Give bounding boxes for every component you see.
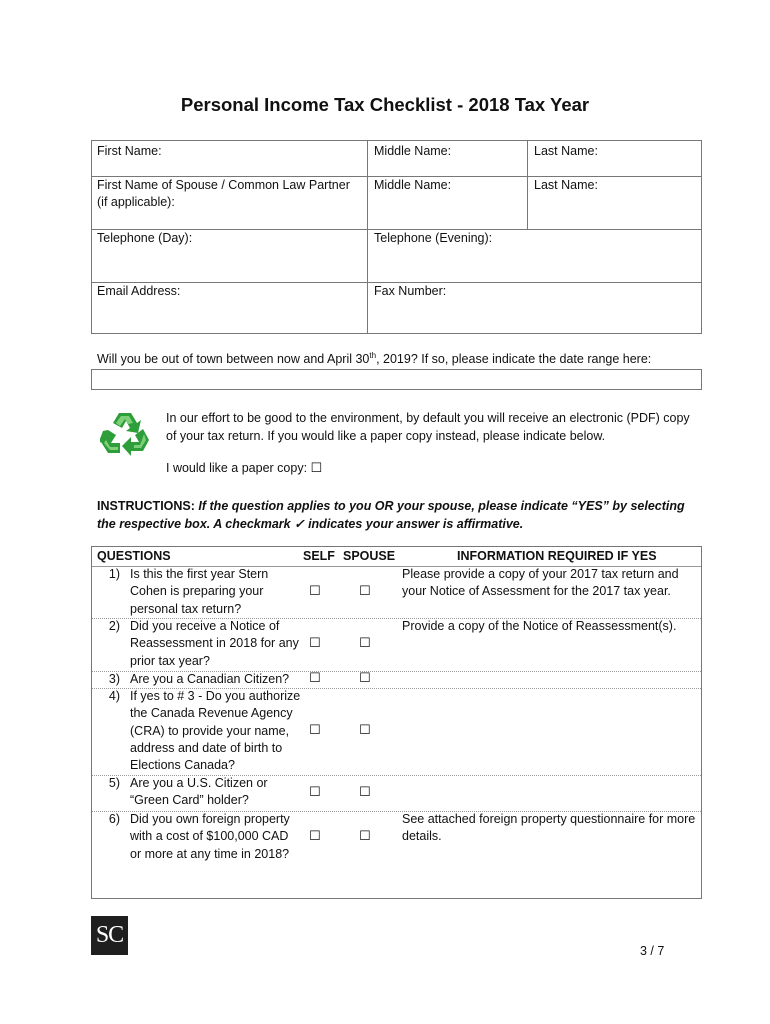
divider: [367, 141, 368, 333]
self-checkbox-4[interactable]: ☐: [309, 723, 321, 738]
question-number: 1): [108, 567, 120, 581]
out-of-town-text: Will you be out of town between now and April 30: [97, 352, 370, 367]
date-range-input[interactable]: [91, 369, 702, 390]
question-text: Are you a U.S. Citizen or “Green Card” holder?: [130, 776, 268, 808]
last-name-field[interactable]: Last Name:: [534, 144, 598, 158]
spouse-checkbox-5[interactable]: ☐: [359, 785, 371, 800]
spouse-checkbox-2[interactable]: ☐: [359, 636, 371, 651]
paper-copy-label: I would like a paper copy:: [166, 461, 308, 475]
question-text: Did you receive a Notice of Reassessment in 2018 for any prior tax year?: [130, 619, 299, 668]
spouse-checkbox-1[interactable]: ☐: [359, 584, 371, 599]
page-title: Personal Income Tax Checklist - 2018 Tax Year: [180, 94, 590, 115]
info-required-2: Provide a copy of the Notice of Reassessment(s).: [402, 619, 677, 633]
checkmark-icon: ✓: [294, 517, 305, 531]
info-required-1: Please provide a copy of your 2017 tax return and your Notice of Assessment for the 2017 tax year.: [402, 567, 679, 599]
question-number: 3): [108, 672, 120, 686]
question-text: If yes to # 3 - Do you authorize the Canada Revenue Agency (CRA) to provide your name, address and date of birth to Elections Canada?: [130, 689, 301, 773]
email-field[interactable]: Email Address:: [97, 284, 181, 298]
questions-table: [91, 546, 702, 899]
self-checkbox-6[interactable]: ☐: [309, 829, 321, 844]
spouse-checkbox-6[interactable]: ☐: [359, 829, 371, 844]
question-text: Is this the first year Stern Cohen is preparing your personal tax return?: [130, 567, 269, 616]
instructions-text-end: indicates your answer is affirmative.: [308, 517, 524, 531]
recycle-icon: [100, 410, 150, 456]
question-text: Are you a Canadian Citizen?: [130, 672, 290, 686]
self-checkbox-5[interactable]: ☐: [309, 785, 321, 800]
self-checkbox-3[interactable]: ☐: [309, 671, 321, 686]
spouse-checkbox-3[interactable]: ☐: [359, 671, 371, 686]
out-of-town-text-end: , 2019? If so, please indicate the date range here:: [376, 352, 652, 367]
info-required-6: See attached foreign property questionnaire for more details.: [402, 812, 696, 844]
info-header: INFORMATION REQUIRED IF YES: [457, 549, 657, 563]
spouse-header: SPOUSE: [343, 549, 396, 563]
self-checkbox-2[interactable]: ☐: [309, 636, 321, 651]
paper-copy-option: [166, 461, 322, 476]
environment-notice: In our effort to be good to the environment, by default you will receive an electronic (PDF) copy of your tax return. If you would like a paper copy instead, please indicate below.: [166, 411, 690, 443]
out-of-town-sup: th: [369, 351, 377, 360]
middle-name-field[interactable]: Middle Name:: [374, 144, 452, 158]
divider: [527, 141, 528, 230]
instructions-label: INSTRUCTIONS:: [97, 499, 195, 513]
question-number: 6): [108, 812, 120, 826]
self-header: SELF: [303, 549, 335, 563]
question-number: 2): [108, 619, 120, 633]
question-number: 5): [108, 776, 120, 790]
page-number: 3 / 7: [640, 944, 665, 958]
personal-info-table: [91, 140, 702, 334]
spouse-first-name-field[interactable]: First Name of Spouse / Common Law Partner (if applicable):: [97, 178, 350, 209]
self-checkbox-1[interactable]: ☐: [309, 584, 321, 599]
spouse-middle-name-field[interactable]: Middle Name:: [374, 178, 452, 192]
questions-header: QUESTIONS: [97, 549, 171, 563]
fax-field[interactable]: Fax Number:: [374, 284, 447, 298]
telephone-evening-field[interactable]: Telephone (Evening):: [374, 231, 493, 245]
spouse-checkbox-4[interactable]: ☐: [359, 723, 371, 738]
out-of-town-question: [97, 351, 651, 366]
question-text: Did you own foreign property with a cost of $100,000 CAD or more at any time in 2018?: [130, 812, 290, 861]
first-name-field[interactable]: First Name:: [97, 144, 162, 158]
telephone-day-field[interactable]: Telephone (Day):: [97, 231, 193, 245]
instructions-text: If the question applies to you OR your spouse, please indicate “YES” by selecting the respective box. A checkmark: [97, 499, 685, 531]
instructions: [97, 497, 697, 533]
question-number: 4): [108, 689, 120, 703]
sc-logo: SC: [91, 916, 128, 955]
spouse-last-name-field[interactable]: Last Name:: [534, 178, 598, 192]
paper-copy-checkbox[interactable]: ☐: [310, 461, 323, 476]
